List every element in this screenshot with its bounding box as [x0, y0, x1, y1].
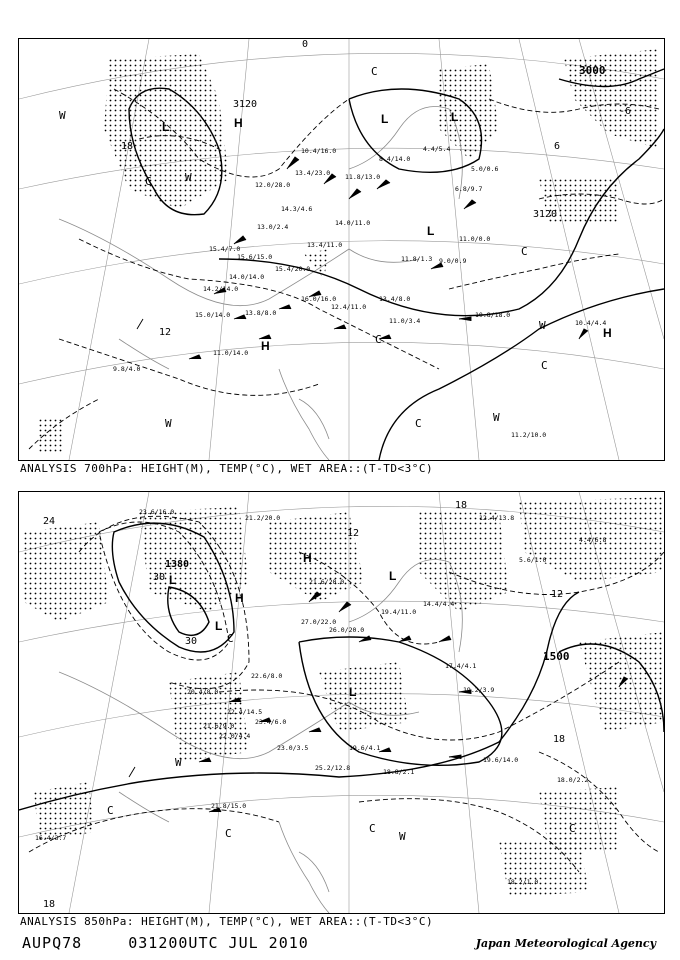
- station-plot: 19.2/3.9: [463, 686, 495, 694]
- station-plot: 21.2/20.0: [245, 514, 281, 522]
- temperature-label: 6: [554, 141, 561, 152]
- low-pressure-center: L: [389, 569, 397, 583]
- temperature-label: 24: [43, 516, 56, 527]
- station-plot: 12.4/13.8: [479, 514, 515, 522]
- height-label: 3120: [533, 209, 558, 220]
- station-plot: 19.6/4.1: [349, 744, 381, 752]
- warm-mark: W: [493, 411, 500, 424]
- station-plot: 15.4/7.0: [209, 245, 241, 253]
- map-panel-700hpa: [18, 38, 665, 461]
- station-plot: 20.4/8.0: [187, 688, 219, 696]
- chart-code-line: [22, 934, 309, 952]
- cold-mark: C: [369, 822, 376, 835]
- cold-mark: C: [569, 822, 576, 835]
- temperature-label: 12: [159, 327, 172, 338]
- height-label: 1500: [543, 650, 570, 663]
- station-plot: 10.8/18.0: [475, 311, 511, 319]
- station-plot: 11.0/3.4: [389, 317, 421, 325]
- temperature-label: -6: [619, 106, 632, 117]
- agency-name: Japan Meteorological Agency: [475, 937, 656, 950]
- station-plot: 11.0/14.0: [213, 349, 249, 357]
- low-pressure-center: L: [381, 112, 389, 126]
- temperature-label: 18: [455, 500, 468, 511]
- cold-mark: C: [145, 175, 152, 188]
- warm-mark: W: [399, 830, 406, 843]
- high-pressure-center: H: [234, 116, 243, 130]
- map-700hpa: [19, 39, 664, 460]
- cold-mark: C: [227, 632, 234, 645]
- station-plot: 14.0/14.0: [229, 273, 265, 281]
- station-plot: 13.4/11.0: [307, 241, 343, 249]
- station-plot: 14.3/4.6: [281, 205, 313, 213]
- warm-mark: W: [165, 417, 172, 430]
- map-850hpa: [19, 492, 664, 913]
- station-plot: 13.8/8.0: [245, 309, 277, 317]
- station-plot: 12.0/28.0: [255, 181, 291, 189]
- station-plot: 21.6/20.0: [309, 578, 345, 586]
- cold-mark: C: [415, 417, 422, 430]
- cold-mark: C: [107, 804, 114, 817]
- station-plot: 15.0/14.0: [195, 311, 231, 319]
- station-plot: 6.8/9.7: [455, 185, 483, 193]
- cold-mark: C: [521, 245, 528, 258]
- height-contours: [129, 69, 664, 460]
- station-plot: 13.4/8.0: [379, 295, 411, 303]
- station-plot: 22.0/4.4: [219, 732, 251, 740]
- station-plot: 10.4/4.4: [575, 319, 607, 327]
- station-plot: 15.4/20.0: [275, 265, 311, 273]
- warm-mark: W: [539, 319, 546, 332]
- station-plot: 18.8/2.1: [383, 768, 415, 776]
- high-pressure-center: H: [261, 339, 270, 353]
- station-plot: 23.4/6.0: [255, 718, 287, 726]
- station-plot: 5.6/1.0: [519, 556, 547, 564]
- station-plot: 5.0/0.6: [471, 165, 499, 173]
- station-plot: 10.4/16.0: [301, 147, 337, 155]
- temperature-label: 12: [347, 528, 360, 539]
- low-pressure-center: L: [427, 224, 435, 238]
- low-pressure-center: L: [349, 685, 357, 699]
- low-pressure-center: L: [215, 619, 223, 633]
- station-plot: 12.4/11.0: [331, 303, 367, 311]
- temperature-label: 18: [121, 141, 134, 152]
- station-plot: 11.8/13.0: [345, 173, 381, 181]
- temperature-label: 18: [553, 734, 566, 745]
- chart-code: AUPQ78: [22, 934, 83, 952]
- low-pressure-center: L: [169, 573, 177, 587]
- caption-850hpa: ANALYSIS 850hPa: HEIGHT(M), TEMP(°C), WET AREA::(T-TD<3°C): [20, 915, 434, 928]
- station-plot: 22.4/14.5: [227, 708, 263, 716]
- map-panel-850hpa: [18, 491, 665, 914]
- station-plot: 23.6/16.0: [139, 508, 175, 516]
- station-plot: 15.6/15.0: [237, 253, 273, 261]
- station-plot: 4.4/5.4: [423, 145, 451, 153]
- station-plot: 13.4/23.0: [295, 169, 331, 177]
- station-plot: 4.4/6.8: [579, 536, 607, 544]
- high-pressure-center: H: [235, 591, 244, 605]
- station-plot: 19.4/11.0: [381, 608, 417, 616]
- temperature-label: 12: [551, 589, 564, 600]
- station-plot: 8.4/14.0: [379, 155, 411, 163]
- timestamp: 031200UTC JUL 2010: [128, 934, 309, 952]
- station-plot: 9.0/0.9: [439, 257, 467, 265]
- cold-mark: C: [371, 65, 378, 78]
- station-plot: 18.2/1.0: [507, 878, 539, 886]
- station-plot: 25.2/12.8: [315, 764, 351, 772]
- station-plot: 14.2/14.0: [203, 285, 239, 293]
- high-pressure-center: H: [303, 551, 312, 565]
- cold-mark: C: [541, 359, 548, 372]
- height-label: 1380: [165, 559, 190, 570]
- warm-mark: W: [59, 109, 66, 122]
- station-plot: 14.0/11.0: [335, 219, 371, 227]
- station-plot: 14.4/4.4: [423, 600, 455, 608]
- station-plot: 23.0/3.5: [277, 744, 309, 752]
- temperature-label: 18: [43, 899, 56, 910]
- warm-mark: W: [175, 756, 182, 769]
- temperature-label: 30: [153, 572, 166, 583]
- station-plot: 17.4/4.1: [445, 662, 477, 670]
- station-plot: 21.8/15.0: [211, 802, 247, 810]
- height-label: 3120: [233, 99, 258, 110]
- low-pressure-center: L: [162, 120, 170, 134]
- station-plot: 19.6/14.0: [483, 756, 519, 764]
- height-label: 3000: [579, 64, 606, 77]
- station-plot: 21.6/9.0: [203, 722, 235, 730]
- cold-mark: C: [225, 827, 232, 840]
- station-plot: 16.4/3.7: [35, 834, 67, 842]
- station-plot: 11.8/1.3: [401, 255, 433, 263]
- temperature-label: 30: [185, 636, 198, 647]
- station-plot: 22.6/8.0: [251, 672, 283, 680]
- cold-mark: C: [375, 333, 382, 346]
- station-plot: 26.0/20.0: [329, 626, 365, 634]
- station-plot: 27.0/22.0: [301, 618, 337, 626]
- station-plot: 11.2/10.0: [511, 431, 547, 439]
- temperature-label: 0: [302, 39, 309, 50]
- station-plot: 13.0/2.4: [257, 223, 289, 231]
- station-plot: 11.0/0.0: [459, 235, 491, 243]
- station-plot: 16.0/16.0: [301, 295, 337, 303]
- caption-700hpa: ANALYSIS 700hPa: HEIGHT(M), TEMP(°C), WET AREA::(T-TD<3°C): [20, 462, 434, 475]
- station-plot: 18.0/2.2: [557, 776, 589, 784]
- low-pressure-center: L: [451, 110, 459, 124]
- high-pressure-center: H: [603, 326, 612, 340]
- warm-mark: W: [185, 171, 192, 184]
- station-plot: 9.8/4.0: [113, 365, 141, 373]
